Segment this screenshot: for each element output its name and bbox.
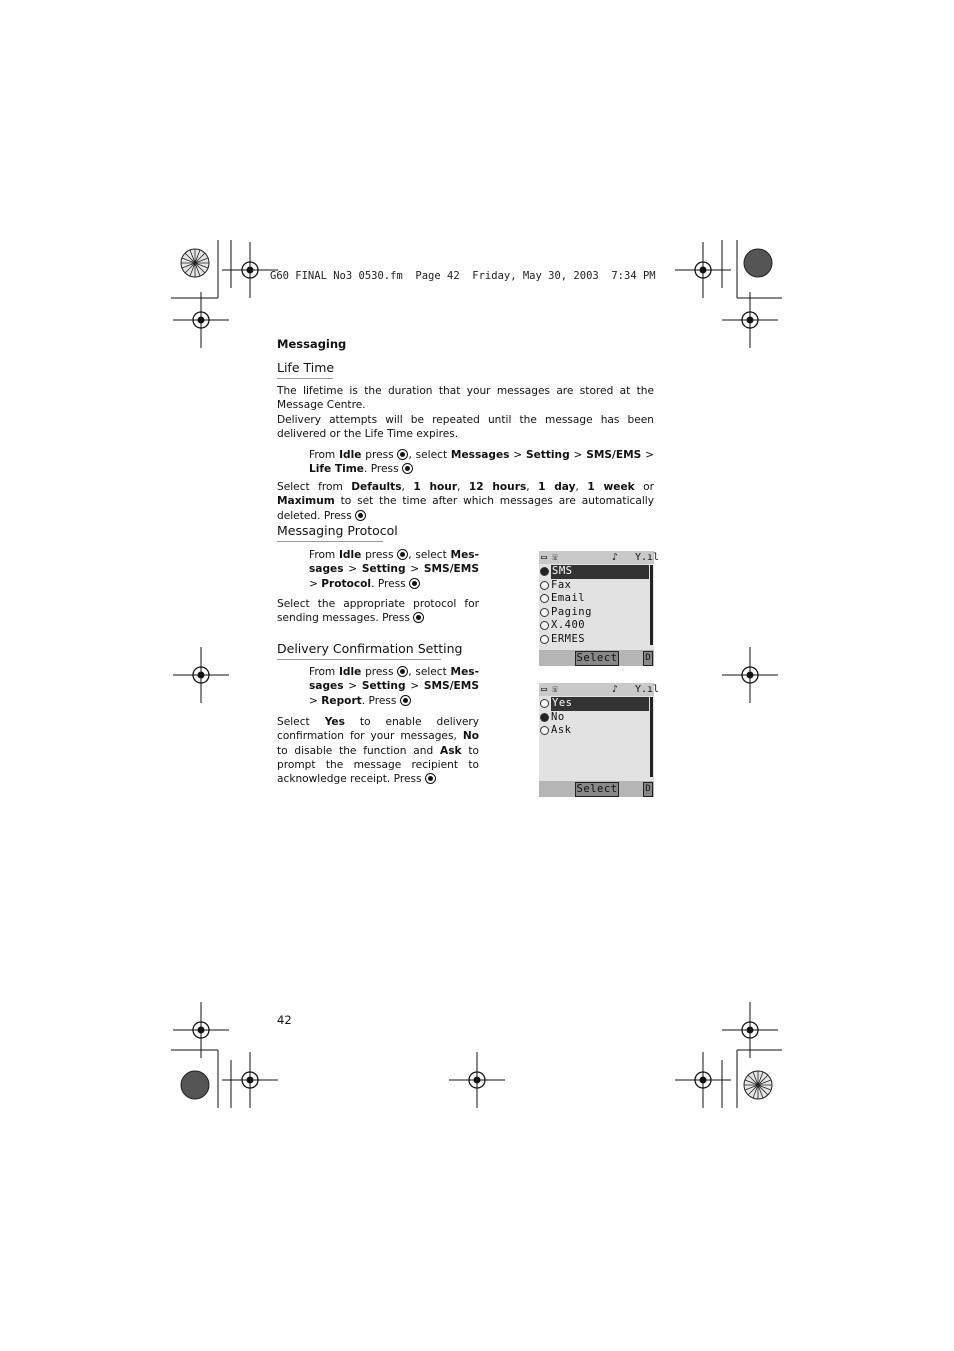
option-label: Yes xyxy=(551,697,649,711)
protocol-path: From Idle press , select Mes-sages > Setting > SMS/EMS > Protocol. Press xyxy=(309,549,479,590)
option-label: Ask xyxy=(551,724,572,736)
status-bar xyxy=(539,683,660,696)
select-key-icon xyxy=(402,463,413,474)
radio-option[interactable] xyxy=(539,724,654,738)
page-number: 42 xyxy=(277,1013,292,1027)
option-label: Fax xyxy=(551,578,572,591)
option-list xyxy=(539,564,654,646)
ringtone-note-icon: ♪ xyxy=(612,684,619,695)
intro-text-1: The lifetime is the duration that your messages are stored at the Message Centre. xyxy=(277,385,654,412)
delivery-body: Select Yes to enable delivery confirmation for your messages, No to disable the function and Ask to prompt the message recipient to acknowledge receipt. Press xyxy=(277,716,480,786)
life-time-intro xyxy=(277,384,654,441)
radio-button-icon[interactable] xyxy=(540,594,549,603)
select-key-icon xyxy=(397,449,408,460)
radio-button-icon[interactable] xyxy=(540,581,549,590)
select-softkey[interactable]: Select xyxy=(576,783,618,795)
option-list xyxy=(539,696,654,738)
heading-life-time: Life Time xyxy=(277,360,333,379)
life-time-path: From Idle press , select Messages > Setting > SMS/EMS > Life Time. Press xyxy=(309,449,654,476)
radio-button-icon[interactable] xyxy=(540,726,549,735)
select-key-icon xyxy=(397,549,408,560)
phone-screen-delivery xyxy=(539,683,660,797)
scrollbar[interactable] xyxy=(650,697,653,777)
softkey-bar xyxy=(539,650,654,666)
file-slug: G60 FINAL No3 0530.fm Page 42 Friday, May 30, 2003 7:34 PM xyxy=(270,270,656,282)
radio-button-icon[interactable] xyxy=(540,713,549,722)
option-label: SMS xyxy=(551,565,649,579)
radio-option[interactable] xyxy=(539,592,654,606)
running-head: Messaging xyxy=(277,337,347,351)
protocol-body: Select the appropriate protocol for sending messages. Press xyxy=(277,598,479,625)
select-key-icon xyxy=(409,578,420,589)
select-key-icon xyxy=(355,510,366,521)
signal-strength-icon: Y.ıl xyxy=(635,684,660,695)
option-label: Paging xyxy=(551,605,592,618)
option-label: Email xyxy=(551,592,586,604)
radio-button-icon[interactable] xyxy=(540,635,549,644)
softkey-bar xyxy=(539,781,654,797)
phone-screen-protocol xyxy=(539,551,660,666)
radio-option[interactable] xyxy=(539,579,654,593)
radio-button-icon[interactable] xyxy=(540,567,549,576)
phone-icon: ☏ xyxy=(552,684,559,695)
select-key-icon xyxy=(400,695,411,706)
select-key-icon xyxy=(425,773,436,784)
message-icon: ▭ xyxy=(541,684,548,695)
intro-text-2: Delivery attempts will be repeated until the message has been delivered or the Life Time expires. xyxy=(277,413,654,440)
signal-strength-icon: Y.ıl xyxy=(635,552,660,563)
radio-option[interactable] xyxy=(539,697,654,711)
heading-delivery-confirmation: Delivery Confirmation Setting xyxy=(277,641,441,660)
radio-button-icon[interactable] xyxy=(540,621,549,630)
radio-option[interactable] xyxy=(539,619,654,633)
right-softkey[interactable]: D xyxy=(643,651,653,666)
message-icon: ▭ xyxy=(541,552,548,563)
radio-button-icon[interactable] xyxy=(540,608,549,617)
radio-button-icon[interactable] xyxy=(540,699,549,708)
radio-option[interactable] xyxy=(539,565,654,579)
radio-option[interactable] xyxy=(539,633,654,647)
select-key-icon xyxy=(413,612,424,623)
delivery-path: From Idle press , select Mes-sages > Setting > SMS/EMS > Report. Press xyxy=(309,666,479,707)
radio-option[interactable] xyxy=(539,711,654,725)
heading-messaging-protocol: Messaging Protocol xyxy=(277,523,383,542)
scrollbar[interactable] xyxy=(650,565,653,645)
life-time-options: Select from Defaults, 1 hour, 12 hours, 1 day, 1 week or Maximum to set the time after which messages are automatically deleted. Press xyxy=(277,481,654,522)
option-label: X.400 xyxy=(551,619,586,631)
right-softkey[interactable]: D xyxy=(643,782,653,797)
phone-icon: ☏ xyxy=(552,552,559,563)
option-label: ERMES xyxy=(551,632,586,645)
option-label: No xyxy=(551,710,565,723)
select-key-icon xyxy=(397,666,408,677)
select-softkey[interactable]: Select xyxy=(576,652,618,664)
ringtone-note-icon: ♪ xyxy=(612,552,619,563)
radio-option[interactable] xyxy=(539,606,654,620)
status-bar xyxy=(539,551,660,564)
